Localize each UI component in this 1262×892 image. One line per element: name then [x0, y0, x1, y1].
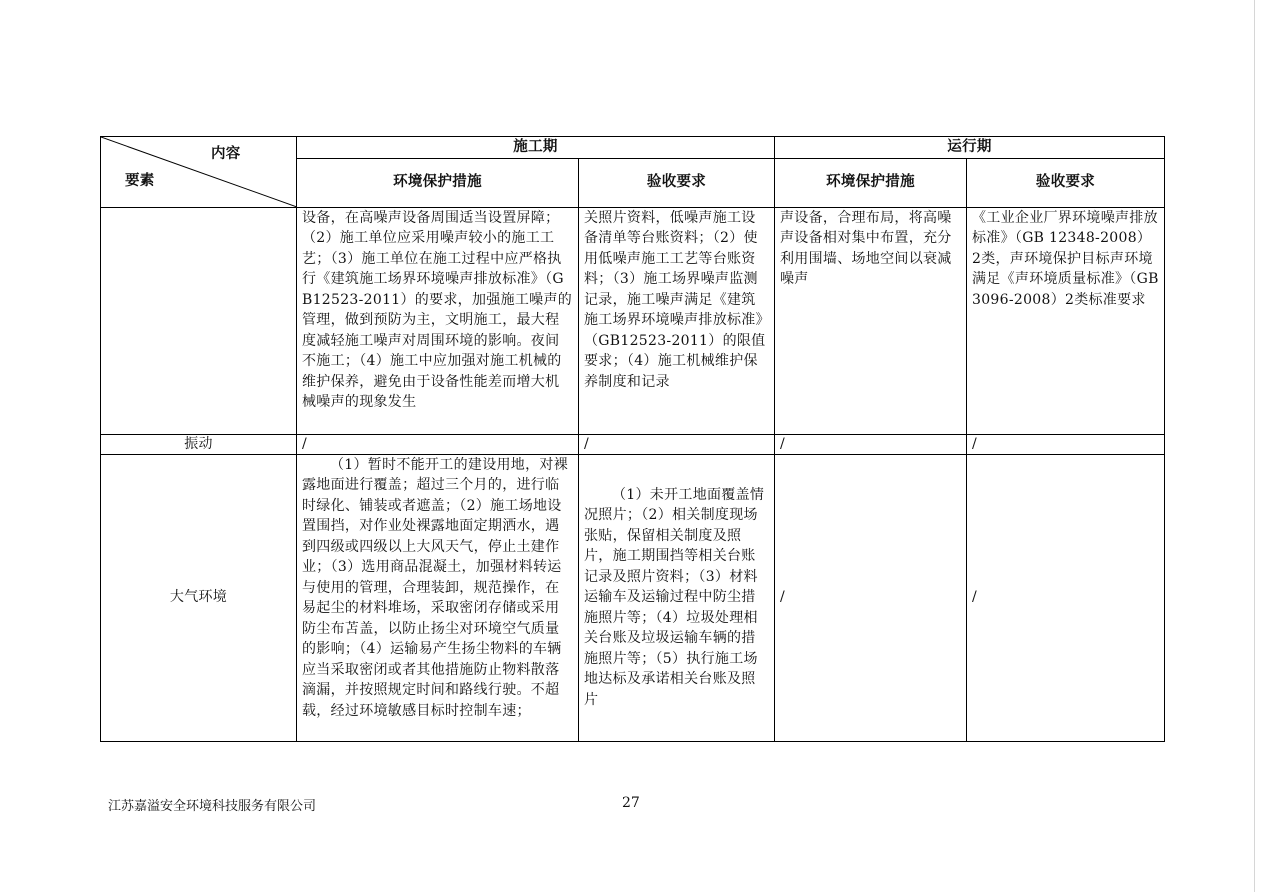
table-row-air [101, 454, 1165, 741]
noise-operation-acceptance: 《工业企业厂界环境噪声排放标准》（GB 12348-2008）2类，声环境保护目标声环境满足《声环境质量标准》（GB3096-2008）2类标准要求 [967, 207, 1165, 434]
vibration-operation-acceptance: / [967, 434, 1165, 454]
subhead-construction-measures: 环境保护措施 [297, 158, 579, 207]
table-row-noise-continued [101, 207, 1165, 434]
subhead-construction-acceptance: 验收要求 [579, 158, 775, 207]
air-operation-acceptance: / [967, 454, 1165, 741]
group-header-operation: 运行期 [775, 137, 1165, 159]
corner-label-content: 内容 [211, 145, 241, 162]
noise-operation-measures: 声设备，合理布局，将高噪声设备相对集中布置，充分利用围墙、场地空间以衰减噪声 [775, 207, 967, 434]
air-construction-measures: （1）暂时不能开工的建设用地，对裸露地面进行覆盖；超过三个月的，进行临时绿化、铺装或者遮盖；（2）施工场地设置围挡，对作业处裸露地面定期洒水，遇到四级或四级以上大风天气，停止土建作业；（3）选用商品混凝土，加强材料转运与使用的管理，合理装卸，规范操作，在易起尘的材料堆场，采取密闭存储或采用防尘布苫盖，以防止扬尘对环境空气质量的影响；（4）运输易产生扬尘物料的车辆应当采取密闭或者其他措施防止物料散落滴漏，并按照规定时间和路线行驶。不超载，经过环境敏感目标时控制车速； [297, 454, 579, 741]
vibration-construction-acceptance: / [579, 434, 775, 454]
corner-label-element: 要素 [125, 172, 155, 189]
header-row-groups [101, 137, 1165, 159]
element-cell-noise [101, 207, 297, 434]
environmental-measures-table [100, 136, 1165, 742]
air-operation-measures: / [775, 454, 967, 741]
group-header-construction: 施工期 [297, 137, 775, 159]
table-row-vibration [101, 434, 1165, 454]
page-edge-rule [1254, 0, 1255, 892]
vibration-operation-measures: / [775, 434, 967, 454]
corner-header-cell [101, 137, 297, 208]
footer-company: 江苏嘉溢安全环境科技服务有限公司 [108, 799, 317, 814]
noise-construction-acceptance: 关照片资料，低噪声施工设备清单等台账资料；（2）使用低噪声施工工艺等台账资料；（3）施工场界噪声监测记录，施工噪声满足《建筑施工场界环境噪声排放标准》（GB12523-2011）的限值要求；（4）施工机械维护保养制度和记录 [579, 207, 775, 434]
vibration-construction-measures: / [297, 434, 579, 454]
subhead-operation-measures: 环境保护措施 [775, 158, 967, 207]
subhead-operation-acceptance: 验收要求 [967, 158, 1165, 207]
element-cell-vibration: 振动 [101, 434, 297, 454]
element-cell-air: 大气环境 [101, 454, 297, 741]
noise-construction-measures: 设备，在高噪声设备周围适当设置屏障；（2）施工单位应采用噪声较小的施工工艺；（3）施工单位在施工过程中应严格执行《建筑施工场界环境噪声排放标准》（GB12523-2011）的要求，加强施工噪声的管理，做到预防为主，文明施工，最大程度减轻施工噪声对周围环境的影响。夜间不施工；（4）施工中应加强对施工机械的维护保养，避免由于设备性能差而增大机械噪声的现象发生 [297, 207, 579, 434]
air-construction-acceptance: （1）未开工地面覆盖情况照片；（2）相关制度现场张贴，保留相关制度及照片，施工期围挡等相关台账记录及照片资料；（3）材料运输车及运输过程中防尘措施照片等；（4）垃圾处理相关台账及垃圾运输车辆的措施照片等；（5）执行施工场地达标及承诺相关台账及照片 [579, 454, 775, 741]
page-number: 27 [622, 795, 640, 811]
